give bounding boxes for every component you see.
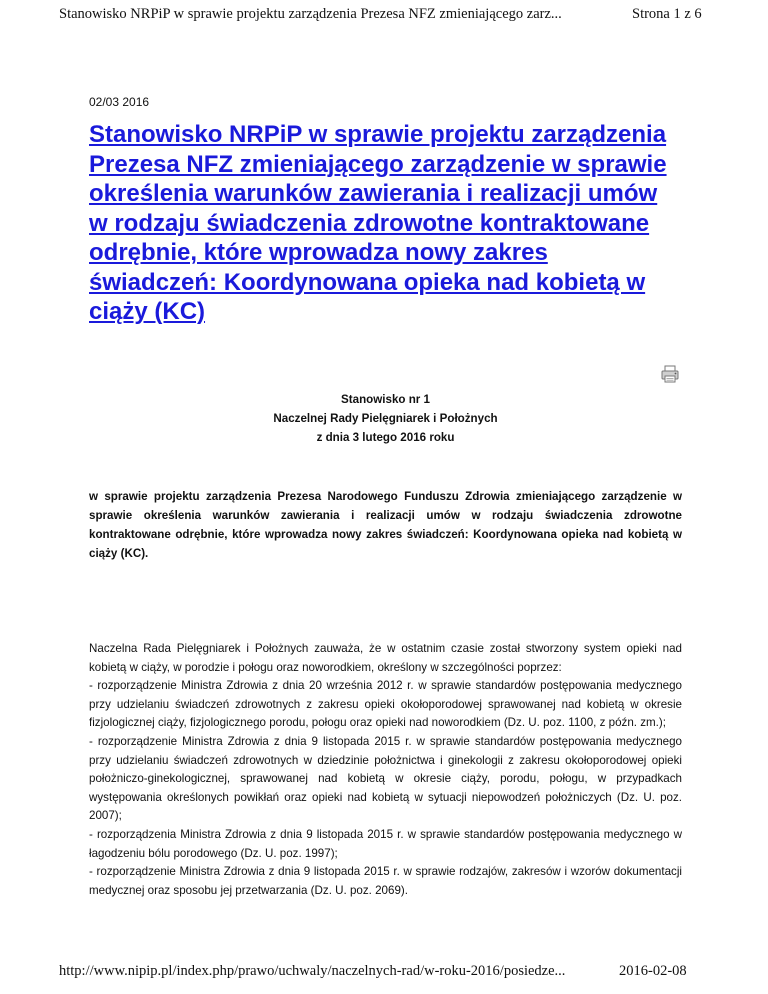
printer-icon-graphic: [660, 364, 680, 384]
print-header: [0, 6, 768, 26]
stanowisko-number: Stanowisko nr 1: [341, 393, 430, 406]
print-footer-date: 2016-02-08: [619, 963, 687, 979]
stanowisko-issuer: Naczelnej Rady Pielęgniarek i Położnych: [273, 412, 498, 425]
print-header-page-number: Strona 1 z 6: [632, 6, 702, 22]
body-text: [89, 640, 682, 900]
body-intro: Naczelna Rada Pielęgniarek i Położnych zauważa, że w ostatnim czasie został stworzony system opieki nad kobietą w ciąży, w porodzie i połogu oraz noworodkiem, określony w szczególności poprzez:: [89, 642, 682, 674]
body-list-item: - rozporządzenia Ministra Zdrowia z dnia 9 listopada 2015 r. w sprawie standardów postępowania medycznego w łagodzeniu bólu porodowego (Dz. U. poz. 1997);: [89, 827, 682, 860]
body-list-item: - rozporządzenie Ministra Zdrowia z dnia 9 listopada 2015 r. w sprawie rodzajów, zakresów i wzorów dokumentacji medycznej oraz sposobu jej przetwarzania (Dz. U. poz. 2069).: [89, 865, 682, 897]
stanowisko-date: z dnia 3 lutego 2016 roku: [316, 431, 455, 444]
stanowisko-heading: [89, 390, 682, 447]
print-header-title: Stanowisko NRPiP w sprawie projektu zarządzenia Prezesa NFZ zmieniającego zarz...: [59, 6, 562, 22]
article-title-link[interactable]: Stanowisko NRPiP w sprawie projektu zarządzenia Prezesa NFZ zmieniającego zarządzenie w sprawie określenia warunków zawierania i realizacji umów w rodzaju świadczenia zdrowotne kontraktowane odrębnie, które wprowadza nowy zakres świadczeń: Koordynowana opieka nad kobietą w ciąży (KC): [89, 121, 667, 325]
stanowisko-subject: w sprawie projektu zarządzenia Prezesa Narodowego Funduszu Zdrowia zmieniającego zarządzenie w sprawie określenia warunków zawierania i realizacji umów w rodzaju świadczenia zdrowotne kontraktowane odrębnie, które wprowadza nowy zakres świadczeń: Koordynowana opieka nad kobietą w ciąży (KC).: [89, 490, 682, 560]
print-footer-url: http://www.nipip.pl/index.php/prawo/uchwaly/naczelnych-rad/w-roku-2016/posiedze...: [59, 963, 566, 979]
article-date: 02/03 2016: [89, 95, 150, 109]
printer-icon[interactable]: [660, 364, 680, 384]
body-list-item: - rozporządzenie Ministra Zdrowia z dnia 9 listopada 2015 r. w sprawie standardów postępowania medycznego przy udzielaniu świadczeń zdrowotnych w dziedzinie położnictwa i ginekologii z zakresu okołoporodowej opieki położniczo-ginekologicznej, sprawowanej nad kobietą w okresie ciąży, porodu, połogu, w przypadkach występowania określonych powikłań oraz opieki nad kobietą w sytuacji niepowodzeń położniczych (Dz. U. poz. 2007);: [89, 734, 682, 823]
print-footer: [0, 963, 768, 983]
body-list-item: - rozporządzenie Ministra Zdrowia z dnia 20 września 2012 r. w sprawie standardów postępowania medycznego przy udzielaniu świadczeń zdrowotnych z zakresu opieki okołoporodowej sprawowanej nad kobietą w okresie fizjologicznej ciąży, fizjologicznego porodu, połogu oraz opieki nad noworodkiem (Dz. U. poz. 1100, z późn. zm.);: [89, 679, 682, 730]
article: [89, 95, 682, 327]
